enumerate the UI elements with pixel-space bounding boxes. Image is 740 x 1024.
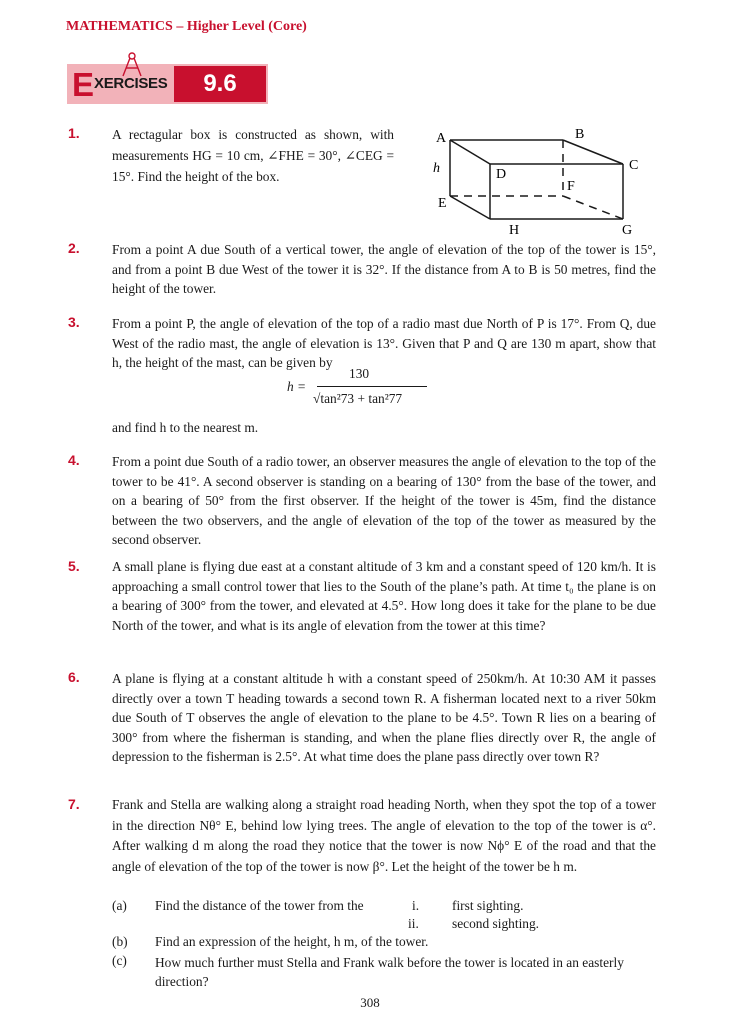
subpart-text: first sighting. xyxy=(452,898,524,913)
problem-3-after: and find h to the nearest m. xyxy=(112,420,259,435)
part-text: Find the distance of the tower from the xyxy=(155,898,364,913)
problem-text xyxy=(112,418,656,438)
problem-text xyxy=(112,557,656,635)
diagram-label-e: E xyxy=(438,196,447,211)
part-text: How much further must Stella and Frank walk before the tower is located in an easterly direction? xyxy=(155,955,624,989)
problem-number: 3. xyxy=(68,314,80,330)
badge-letter: E xyxy=(72,66,95,103)
problem-number: 2. xyxy=(68,240,80,256)
page-number: 308 xyxy=(360,995,380,1010)
problem-7-text: Frank and Stella are walking along a straight road heading North, when they spot the top of a tower in the direction Nθ° E, behind low lying trees. The angle of elevation to the top of the tower is α°. After walking d m along the road they notice that the tower is now Nϕ° E of the road and that the angle of elevation of the top of the tower is now β°. Let the height of the tower be h m. xyxy=(112,797,656,874)
problem-number: 1. xyxy=(68,125,80,141)
diagram-label-b: B xyxy=(575,127,585,142)
diagram-label-h-vertex: H xyxy=(509,223,520,235)
fraction-bar xyxy=(317,386,427,387)
problem-text xyxy=(112,452,656,550)
diagram-label-c: C xyxy=(629,158,639,173)
formula xyxy=(287,368,437,416)
exercises-badge xyxy=(67,64,268,104)
diagram-label-g: G xyxy=(622,223,633,235)
subpart-label: ii. xyxy=(408,916,419,931)
problem-number: 6. xyxy=(68,669,80,685)
problem-4-text: From a point due South of a radio tower, an observer measures the angle of elevation to the top of the tower to be 41°. A second observer is standing on a bearing of 130° from the base of the tower, and on a bearing of 50° from the first observer. If the height of the tower is 45m, find the distance between the two observers, and the angle of elevation of the top of the tower as measured by the second observer. xyxy=(112,454,656,547)
problem-number: 4. xyxy=(68,452,80,468)
diagram-label-a: A xyxy=(436,131,447,146)
diagram-label-d: D xyxy=(496,167,507,182)
problem-text xyxy=(112,795,656,877)
problem-text xyxy=(112,124,394,187)
problem-number: 5. xyxy=(68,558,80,574)
problem-2-text: From a point A due South of a vertical tower, the angle of elevation of the top of the tower is 15°, and from a point B due West of the tower it is 32°. If the distance from A to B is 50 metres, find the height of the tower. xyxy=(112,242,656,296)
badge-word: XERCISES xyxy=(94,75,168,92)
part-label: (c) xyxy=(112,953,127,968)
drafting-compass-icon xyxy=(117,50,147,78)
part-label: (a) xyxy=(112,898,127,913)
problem-3-text: From a point P, the angle of elevation of the top of a radio mast due North of P is 17°. From Q, due West of the radio mast, the angle of elevation is 13°. Given that P and Q are 130 m apart, show that h, the height of the mast, can be given by xyxy=(112,316,656,370)
problem-text xyxy=(112,669,656,767)
problem-1-text: A rectagular box is constructed as shown, with measurements HG = 10 cm, ∠FHE = 30°, ∠CEG = 15°. Find the height of the box. xyxy=(112,127,394,184)
formula-numerator: 130 xyxy=(349,366,370,381)
problem-number: 7. xyxy=(68,796,80,812)
box-diagram xyxy=(420,125,660,235)
formula-lhs: h = xyxy=(287,379,307,394)
formula-denominator: √tan²73 + tan²77 xyxy=(313,391,403,406)
part-label: (b) xyxy=(112,934,128,949)
diagram-label-h-height: h xyxy=(433,161,440,176)
subpart-label: i. xyxy=(412,898,420,913)
page-header-title: MATHEMATICS – Higher Level (Core) xyxy=(66,19,307,34)
diagram-label-f: F xyxy=(567,179,575,194)
badge-number: 9.6 xyxy=(174,66,266,102)
problem-text xyxy=(112,314,656,373)
subpart-text: second sighting. xyxy=(452,916,540,931)
part-text: Find an expression of the height, h m, of the tower. xyxy=(155,934,429,949)
problem-text xyxy=(112,240,656,299)
problem-5-text: A small plane is flying due east at a constant altitude of 3 km and a constant speed of 120 km/h. It is approaching a small control tower that lies to the South of the plane’s path. At time t₀ the plane is on a bearing of 300° from the tower, and elevated at 4.5°. How long does it take for the plane to be due North of the tower, and what is its angle of elevation from the tower at this time? xyxy=(112,559,656,633)
problem-6-text: A plane is flying at a constant altitude h with a constant speed of 250km/h. At 10:30 AM it passes directly over a town T heading towards a second town R. A fisherman located next to a river 50km due South of T observes the angle of elevation to the plane to be 4.5°. Town R lies on a bearing of 300° from where the fisherman is standing, and when the plane flies directly over R, the angle of depression to the fisherman is 2.5°. At what time does the plane pass directly over town R? xyxy=(112,671,656,764)
